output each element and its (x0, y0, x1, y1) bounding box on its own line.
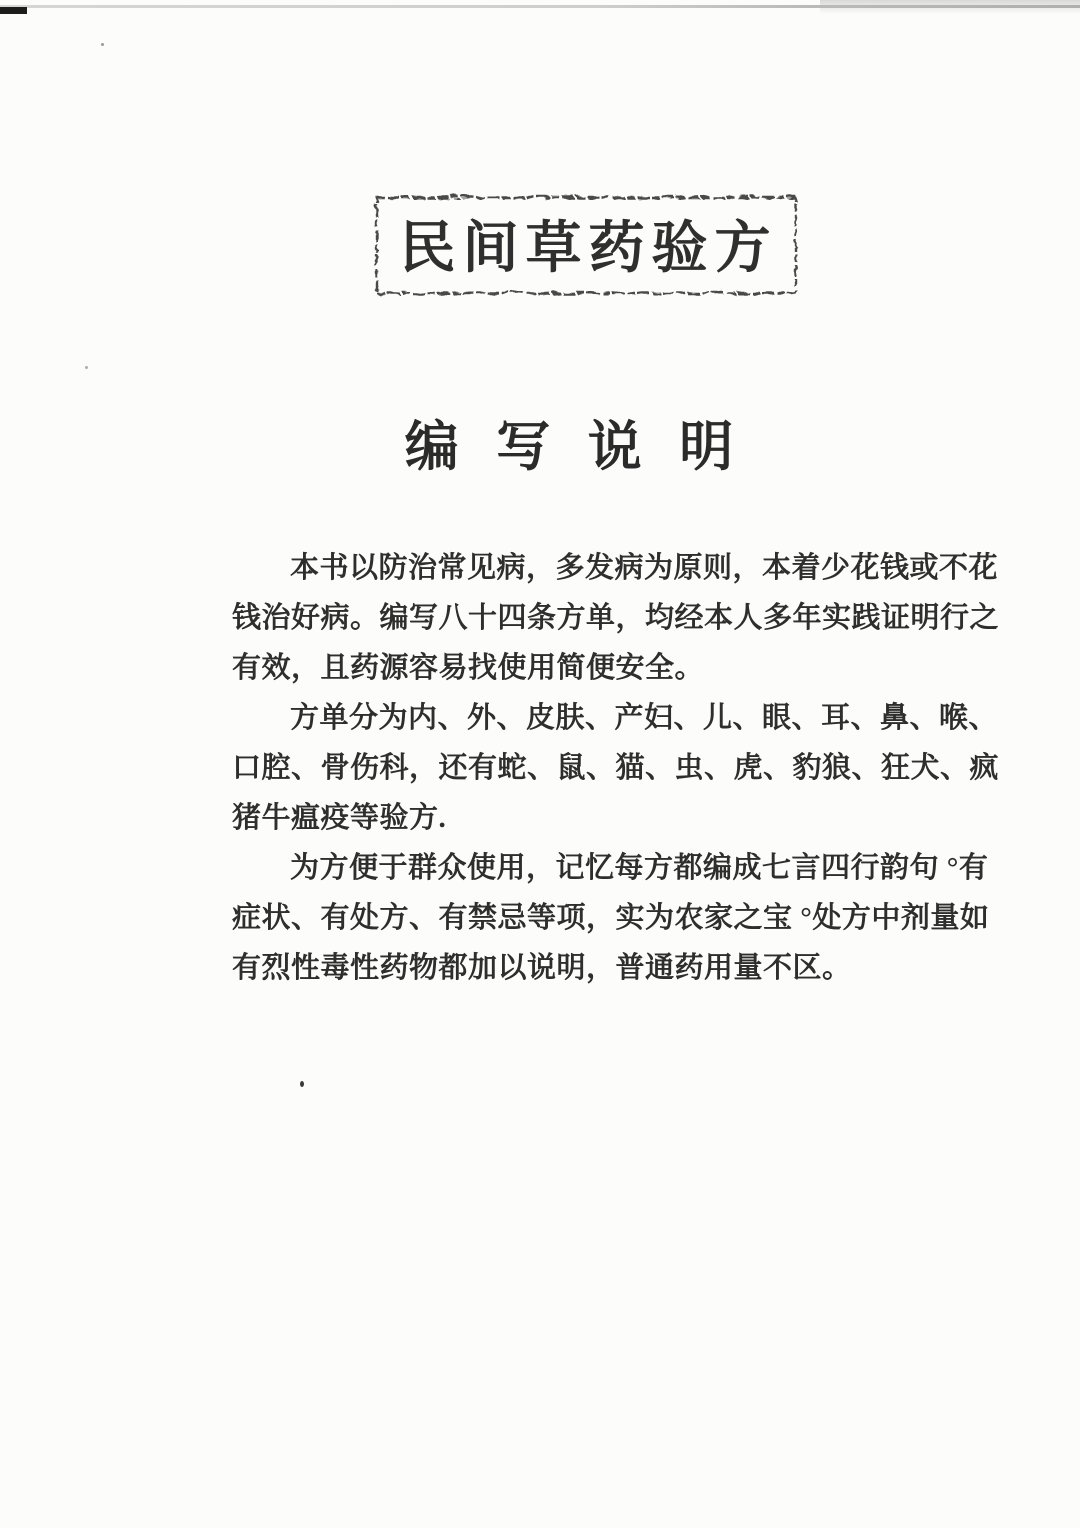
body-line: 为方便于群众使用，记忆每方都编成七言四行韵句 °有 (290, 852, 989, 884)
body-line: 本书以防治常见病，多发病为原则，本着少花钱或不花 (290, 552, 999, 584)
body-line: 口腔、骨伤科，还有蛇、鼠、猫、虫、虎、豹狼、狂犬、疯 (232, 752, 1000, 784)
body-line: 钱治好病。编写八十四条方单，均经本人多年实践证明行之 (232, 602, 1000, 634)
body-line: 有烈性毒性药物都加以说明，普通药用量不区。 (232, 952, 852, 984)
ink-speck (300, 1081, 304, 1087)
ink-speck (101, 43, 104, 46)
body-line: 方单分为内、外、皮肤、产妇、儿、眼、耳、鼻、喉、 (290, 702, 999, 734)
section-heading: 编 写 说 明 (404, 417, 746, 477)
body-text (232, 543, 1000, 993)
scan-edge-mark (0, 7, 27, 14)
body-line: 有效，且药源容易找使用简便安全。 (232, 652, 705, 684)
scan-smudge (820, 0, 1080, 14)
ink-speck (85, 366, 88, 369)
body-line: 猪牛瘟疫等验方. (232, 802, 447, 834)
body-line: 症状、有处方、有禁忌等项，实为农家之宝 °处方中剂量如 (232, 902, 990, 934)
book-title: 民间草药验方 (399, 218, 778, 280)
title-box (370, 189, 800, 299)
